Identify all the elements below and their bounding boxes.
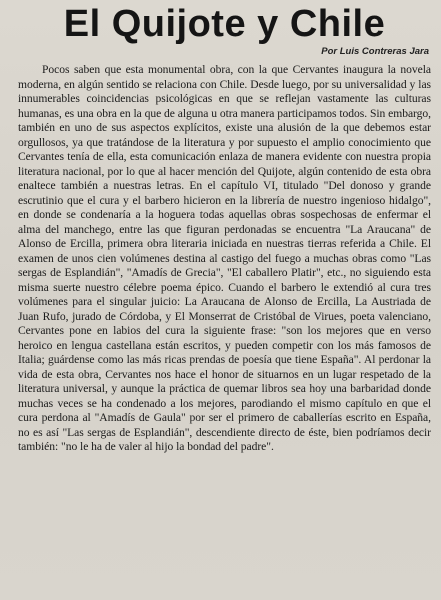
article-title: El Quijote y Chile xyxy=(63,3,386,45)
article-byline: Por Luis Contreras Jara xyxy=(321,46,429,57)
article-body: Pocos saben que esta monumental obra, con la que Cervantes inaugura la novela moderna, en algún sentido se relaciona con Chile. Desde luego, por su universalidad y las innumerables coincidencias psicológicas en que se reflejan vastamente las culturas humanas, es una obra en la que de alguna u otra manera participamos todos. Sin embargo, también en uno de sus aspectos explícitos, existe una alusión de la que debemos estar orgullosos, ya que tratándose de la literatura y por supuesto el amplio conocimiento que Cervantes tenía de ella, esta comunicación enlaza de manera evidente con nuestra propia literatura nacional, por lo que al hacer mención del Quijote, algún contenido de esta obra enaltece también a nuestras letras. En el capítulo VI, titulado "Del donoso y grande escrutinio que el cura y el barbero hicieron en la librería de nuestro ingenioso hidalgo", en donde se condenaría a la hoguera todas aquellas obras sospechosas de enfermar el alma del manchego, entre las que figuran perdonadas se encuentra "La Araucana" de Alonso de Ercilla, primera obra literaria iniciada en nuestras tierras referida a Chile. El examen de unos cien volúmenes destina al castigo del fuego a muchas obras como "Las sergas de Esplandián", "Amadís de Grecia", "El caballero Platir", etc., no siguiendo esta misma suerte nuestro célebre poema épico. Cuando el barbero le extendió al cura tres volúmenes para el singular juicio: La Araucana de Alonso de Ercilla, La Austriada de Juan Rufo, jurado de Córdoba, y El Monserrat de Cristóbal de Virues, poeta valenciano, Cervantes pone en labios del cura la siguiente frase: "son los mejores que en verso heroico en lengua castellana están escritos, y pueden competir con los más famosos de Italia; guárdense como las más ricas prendas de poesía que tiene España". Al perdonar la vida de esta obra, Cervantes nos hace el honor de situarnos en un lugar respetado de la literatura universal, y aunque la práctica de quemar libros sea hoy una barbaridad donde muchas veces se ha condenado a los mejores, parodiando el mismo capítulo en que el cura perdona al "Amadís de Gaula" por ser el primero de caballerías escrito en España, no es así "Las sergas de Esplandián", descendiente directo de éste, bien podríamos decir también: "no le ha de valer al hijo la bondad del padre". xyxy=(18,63,431,453)
